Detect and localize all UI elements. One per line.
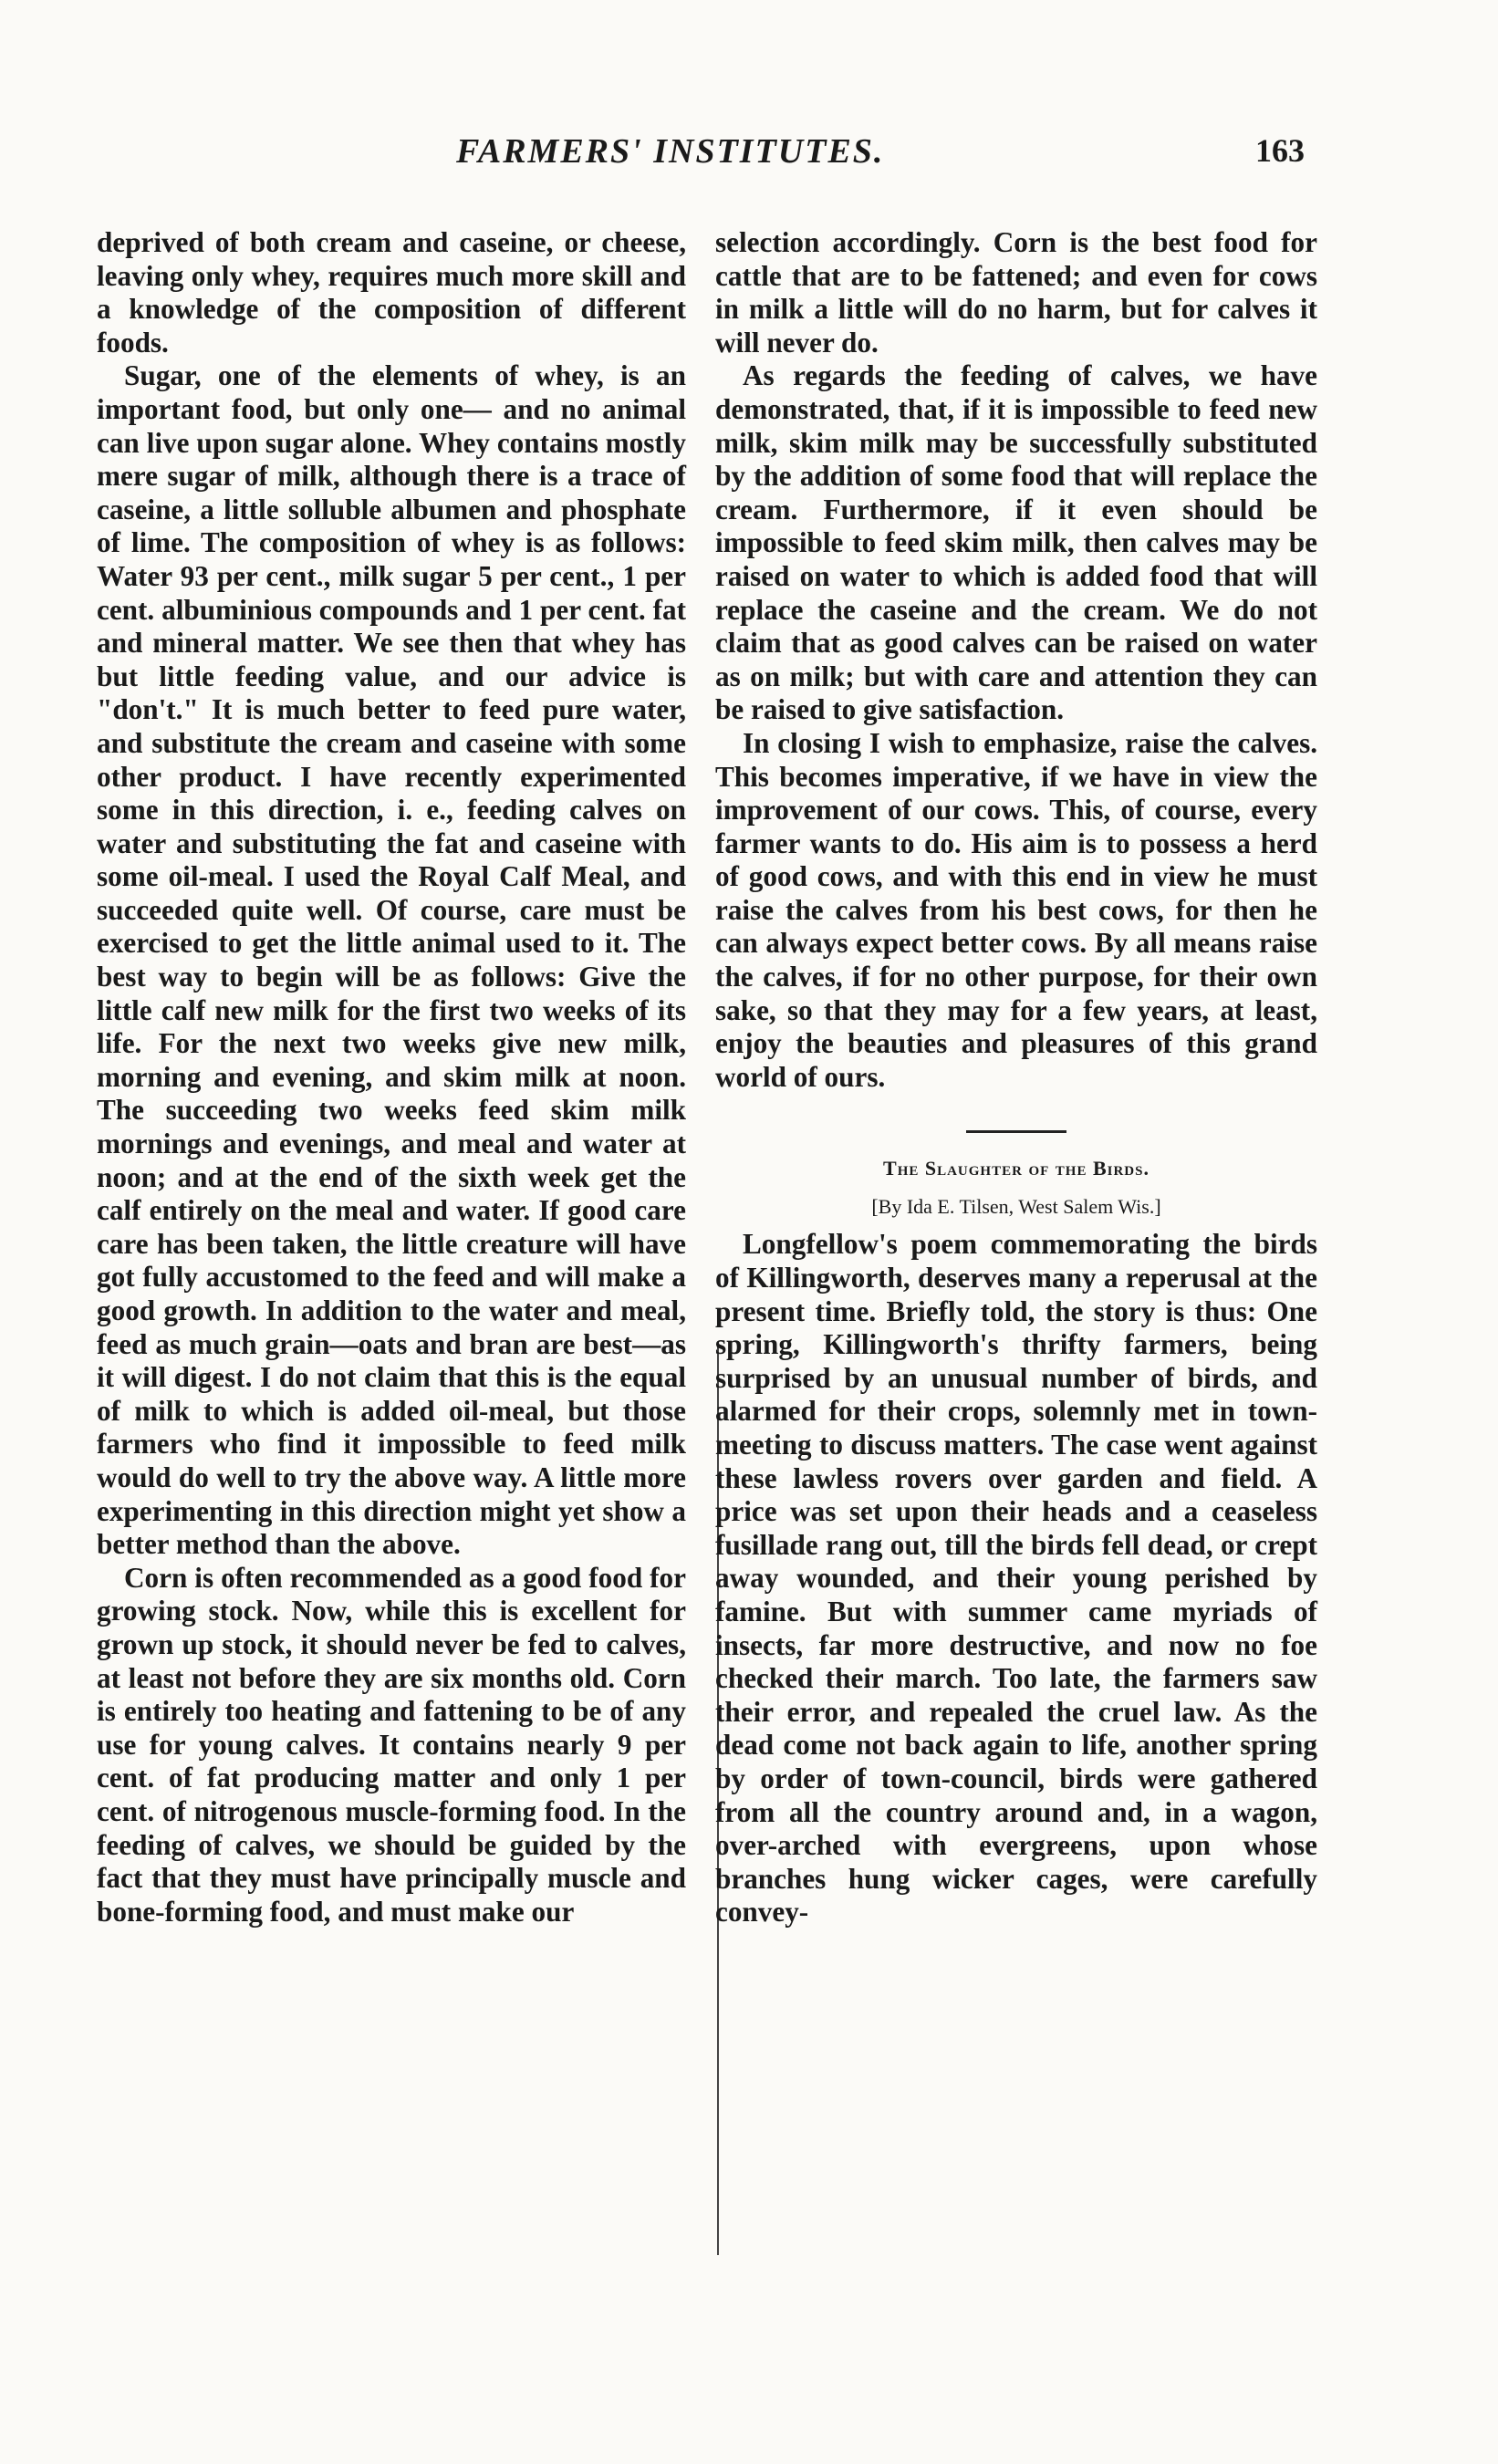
- running-head: [0, 131, 1498, 177]
- left-paragraph-2: Sugar, one of the elements of whey, is an important food, but only one— and no animal can live upon sugar alone. Whey contains mostly mere sugar of milk, although there is a trace of caseine, a little solluble albumen and phosphate of lime. The composition of whey is as follows: Water 93 per cent., milk sugar 5 per cent., 1 per cent. albuminious compounds and 1 per cent. fat and mineral matter. We see then that whey has but little feeding value, and our advice is "don't." It is much better to feed pure water, and substitute the cream and caseine with some other product. I have recently experimented some in this direction, i. e., feeding calves on water and substituting the fat and caseine with some oil-meal. I used the Royal Calf Meal, and succeeded quite well. Of course, care must be exercised to get the little animal used to it. The best way to begin will be as follows: Give the little calf new milk for the first two weeks of its life. For the next two weeks give new milk, morning and evening, and skim milk at noon. The succeeding two weeks feed skim milk mornings and evenings, and meal and water at noon; and at the end of the sixth week get the calf entirely on the meal and water. If good care care has been taken, the little creature will have got fully accustomed to the feed and will make a good growth. In addition to the water and meal, feed as much grain—oats and bran are best—as it will digest. I do not claim that this is the equal of milk to which is added oil-meal, but those farmers who find it impossible to feed milk would do well to try the above way. A little more experimenting in this direction might yet show a better method than the above.: [97, 359, 686, 1561]
- right-paragraph-4: Longfellow's poem commemorating the birds of Killingworth, deserves many a reperusal at the present time. Briefly told, the story is thus: One spring, Killingworth's thrifty farmers, being surprised by an unusual number of birds, and alarmed for their crops, solemnly met in town-meeting to discuss matters. The case went against these lawless rovers over garden and field. A price was set upon their heads and a ceaseless fusillade rang out, till the birds fell dead, or crept away wounded, and their young perished by famine. But with summer came myriads of insects, far more destructive, and now no foe checked their march. Too late, the farmers saw their error, and repealed the cruel law. As the dead come not back again to life, another spring by order of town-council, birds were gathered from all the country around and, in a wagon, over-arched with evergreens, upon whose branches hung wicker cages, were carefully convey-: [715, 1228, 1317, 1929]
- right-paragraph-2: As regards the feeding of calves, we have demonstrated, that, if it is impossible to feed new milk, skim milk may be successfully substituted by the addition of some food that will replace the cream. Furthermore, if it even should be impossible to feed skim milk, then calves may be raised on water to which is added food that will replace the caseine and the cream. We do not claim that as good calves can be raised on water as on milk; but with care and attention they can be raised to give satisfaction.: [715, 359, 1317, 726]
- left-paragraph-1: deprived of both cream and caseine, or cheese, leaving only whey, requires much more skill and a knowledge of the composition of different foods.: [97, 226, 686, 359]
- right-paragraph-1: selection accordingly. Corn is the best food for cattle that are to be fattened; and even for cows in milk a little will do no harm, but for calves it will never do.: [715, 226, 1317, 359]
- article-title: The Slaughter of the Birds.: [883, 1157, 1150, 1180]
- right-column: [715, 226, 1317, 1929]
- left-paragraph-3: Corn is often recommended as a good food for growing stock. Now, while this is excellent for grown up stock, it should never be fed to calves, at least not before they are six months old. Corn is entirely too heating and fattening to be of any use for young calves. It contains nearly 9 per cent. of fat producing matter and only 1 per cent. of nitrogenous muscle-forming food. In the feeding of calves, we should be guided by the fact that they must have principally muscle and bone-forming food, and must make our: [97, 1561, 686, 1928]
- running-title: FARMERS' INSTITUTES.: [456, 132, 885, 171]
- left-column: [97, 226, 686, 1929]
- section-divider: [966, 1130, 1066, 1133]
- page-number: 163: [1255, 132, 1305, 169]
- right-paragraph-3: In closing I wish to emphasize, raise the calves. This becomes imperative, if we have in view the improvement of our cows. This, of course, every farmer wants to do. His aim is to possess a herd of good cows, and with this end in view he must raise the calves from his best cows, for then he can always expect better cows. By all means raise the calves, if for no other purpose, for their own sake, so that they may for a few years, at least, enjoy the beauties and pleasures of this grand world of ours.: [715, 726, 1317, 1093]
- article-byline: [By Ida E. Tilsen, West Salem Wis.]: [871, 1195, 1161, 1219]
